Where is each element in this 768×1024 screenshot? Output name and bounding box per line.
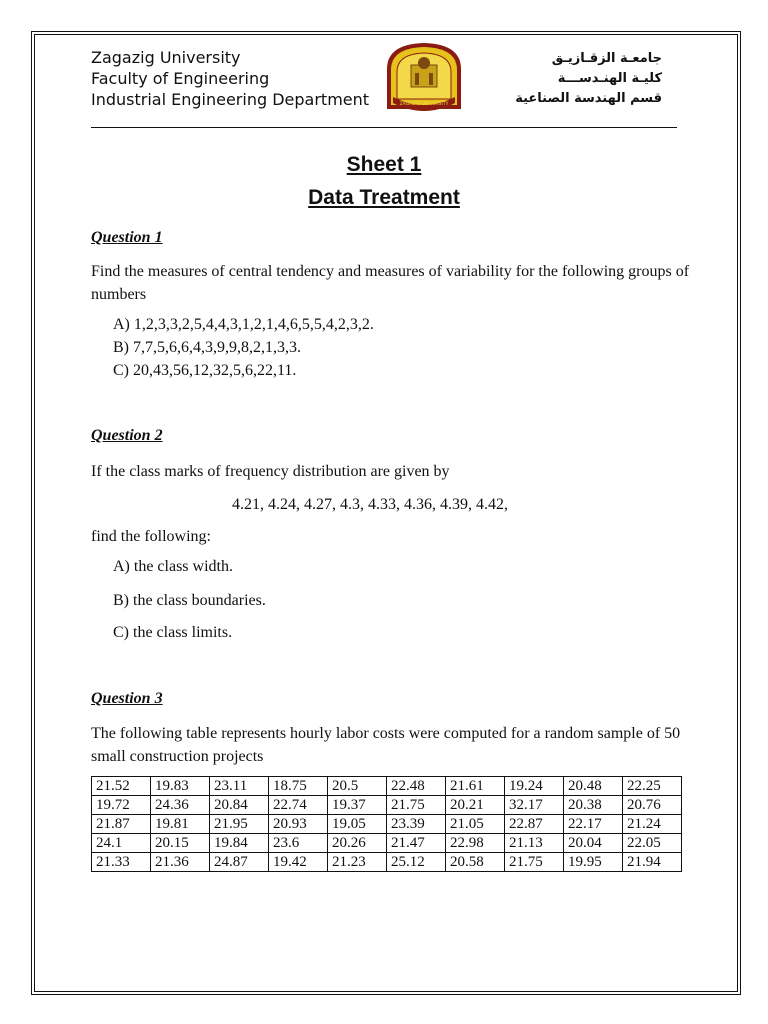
table-cell: 21.52 <box>92 777 151 796</box>
table-cell: 21.75 <box>505 853 564 872</box>
table-cell: 20.5 <box>328 777 387 796</box>
table-cell: 24.1 <box>92 834 151 853</box>
sheet-title: Sheet 1 <box>346 153 422 176</box>
table-cell: 19.37 <box>328 796 387 815</box>
table-cell: 32.17 <box>505 796 564 815</box>
table-cell: 22.87 <box>505 815 564 834</box>
university-logo <box>381 39 467 113</box>
table-cell: 19.05 <box>328 815 387 834</box>
question-2-item-c: C) the class limits. <box>113 624 233 641</box>
table-cell: 20.93 <box>269 815 328 834</box>
table-cell: 19.72 <box>92 796 151 815</box>
table-row <box>92 853 682 872</box>
table-cell: 19.83 <box>151 777 210 796</box>
table-cell: 18.75 <box>269 777 328 796</box>
table-cell: 19.24 <box>505 777 564 796</box>
table-cell: 23.6 <box>269 834 328 853</box>
table-cell: 20.26 <box>328 834 387 853</box>
table-cell: 20.38 <box>564 796 623 815</box>
university-name: Zagazig University <box>91 48 241 67</box>
question-3-heading: Question 3 <box>91 690 163 707</box>
table-cell: 21.61 <box>446 777 505 796</box>
table-cell: 21.24 <box>623 815 682 834</box>
table-cell: 22.74 <box>269 796 328 815</box>
table-row <box>92 815 682 834</box>
question-1-item-c: C) 20,43,56,12,32,5,6,22,11. <box>113 362 297 379</box>
table-cell: 22.48 <box>387 777 446 796</box>
table-row <box>92 796 682 815</box>
question-3-text: The following table represents hourly labor costs were computed for a random sample of 50 small construction projects <box>91 725 681 765</box>
table-cell: 21.05 <box>446 815 505 834</box>
table-cell: 20.15 <box>151 834 210 853</box>
table-cell: 22.05 <box>623 834 682 853</box>
header-left <box>91 47 369 110</box>
question-2-find: find the following: <box>91 528 211 545</box>
table-cell: 20.76 <box>623 796 682 815</box>
table-cell: 20.84 <box>210 796 269 815</box>
table-cell: 23.11 <box>210 777 269 796</box>
department-name: Industrial Engineering Department <box>91 90 370 109</box>
table-cell: 20.48 <box>564 777 623 796</box>
table-cell: 21.75 <box>387 796 446 815</box>
header-right <box>515 49 662 109</box>
labor-costs-table <box>91 776 682 872</box>
table-cell: 22.98 <box>446 834 505 853</box>
table-cell: 22.17 <box>564 815 623 834</box>
table-cell: 24.87 <box>210 853 269 872</box>
table-cell: 22.25 <box>623 777 682 796</box>
table-cell: 21.87 <box>92 815 151 834</box>
arabic-university-name: جامعـة الزقـازيـق <box>551 51 662 66</box>
table-cell: 23.39 <box>387 815 446 834</box>
question-1-heading: Question 1 <box>91 229 163 246</box>
logo-text: ZAGAZIG UNIVERSITY <box>399 102 449 107</box>
table-cell: 19.95 <box>564 853 623 872</box>
question-2-intro: If the class marks of frequency distribution are given by <box>91 463 450 480</box>
table-cell: 20.04 <box>564 834 623 853</box>
table-cell: 20.58 <box>446 853 505 872</box>
question-1-text: Find the measures of central tendency and measures of variability for the following groups of numbers <box>91 263 690 303</box>
table-cell: 19.84 <box>210 834 269 853</box>
question-2-heading: Question 2 <box>91 427 163 444</box>
table-cell: 21.33 <box>92 853 151 872</box>
question-2-values: 4.21, 4.24, 4.27, 4.3, 4.33, 4.36, 4.39, 4.42, <box>232 496 508 513</box>
arabic-faculty-name: كليـة الهنـدســـة <box>557 71 662 86</box>
table-cell: 21.47 <box>387 834 446 853</box>
table-cell: 24.36 <box>151 796 210 815</box>
question-2-item-b: B) the class boundaries. <box>113 592 266 609</box>
table-cell: 25.12 <box>387 853 446 872</box>
table-cell: 19.42 <box>269 853 328 872</box>
sheet-topic: Data Treatment <box>308 186 460 209</box>
table-row <box>92 777 682 796</box>
table-cell: 20.21 <box>446 796 505 815</box>
table-cell: 21.94 <box>623 853 682 872</box>
table-cell: 19.81 <box>151 815 210 834</box>
header-divider <box>91 127 677 128</box>
question-1-item-b: B) 7,7,5,6,6,4,3,9,9,8,2,1,3,3. <box>113 339 301 356</box>
question-2-item-a: A) the class width. <box>113 558 233 575</box>
faculty-name: Faculty of Engineering <box>91 69 270 88</box>
table-row <box>92 834 682 853</box>
table-cell: 21.36 <box>151 853 210 872</box>
arabic-department-name: قسم الهندسة الصناعية <box>515 91 662 106</box>
table-cell: 21.23 <box>328 853 387 872</box>
table-cell: 21.13 <box>505 834 564 853</box>
table-cell: 21.95 <box>210 815 269 834</box>
question-1-item-a: A) 1,2,3,3,2,5,4,4,3,1,2,1,4,6,5,5,4,2,3,2. <box>113 316 374 333</box>
